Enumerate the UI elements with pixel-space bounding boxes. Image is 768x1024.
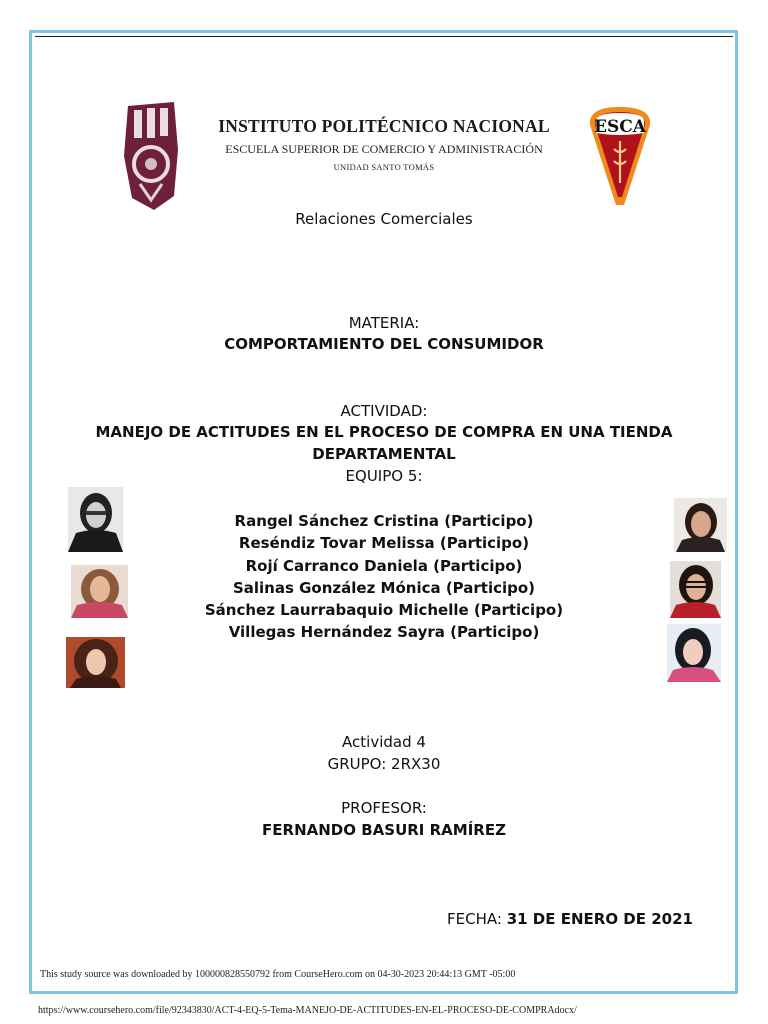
member-name: Rojí Carranco Daniela (Participo) <box>245 556 523 575</box>
fecha-label: FECHA: <box>447 910 502 928</box>
member-photo <box>71 565 128 618</box>
actividad-title <box>40 421 728 465</box>
fecha-value: 31 DE ENERO DE 2021 <box>506 910 693 928</box>
member-photo <box>68 487 123 552</box>
member-name: Villegas Hernández Sayra (Participo) <box>228 623 540 642</box>
member-photo <box>667 624 721 682</box>
member-name: Rangel Sánchez Cristina (Participo) <box>234 512 534 530</box>
actividad-line-1: MANEJO DE ACTITUDES EN EL PROCESO DE COMPRA EN UNA TIENDA <box>95 423 673 441</box>
actividad-label: ACTIVIDAD: <box>340 402 428 420</box>
course-area: Relaciones Comerciales <box>295 210 473 228</box>
activity-number: Actividad 4 <box>342 733 426 751</box>
actividad-line-2: DEPARTAMENTAL <box>312 445 456 463</box>
member-photo <box>670 561 721 618</box>
top-rule <box>35 36 733 37</box>
materia-value: COMPORTAMIENTO DEL CONSUMIDOR <box>224 335 544 353</box>
profesor-label: PROFESOR: <box>341 799 427 817</box>
school-name: ESCUELA SUPERIOR DE COMERCIO Y ADMINISTRACIÓN <box>225 142 543 156</box>
team-members <box>40 510 728 644</box>
esca-logo <box>584 103 656 209</box>
esca-logo-text: ESCA <box>594 117 646 137</box>
profesor-name: FERNANDO BASURI RAMÍREZ <box>262 821 506 839</box>
grupo-value: GRUPO: 2RX30 <box>327 755 441 773</box>
materia-label: MATERIA: <box>348 314 420 332</box>
institution-header <box>188 116 580 172</box>
unit-name: UNIDAD SANTO TOMÁS <box>333 162 435 172</box>
source-note: This study source was downloaded by 100000828550792 from CourseHero.com on 04-30-2023 20:44:13 GMT -05:00 <box>40 969 516 980</box>
member-name: Salinas González Mónica (Participo) <box>232 578 536 597</box>
member-name: Reséndiz Tovar Melissa (Participo) <box>238 534 530 553</box>
equipo-label: EQUIPO 5: <box>345 467 423 485</box>
fecha <box>447 908 693 930</box>
institution-name: INSTITUTO POLITÉCNICO NACIONAL <box>218 116 550 136</box>
member-name: Sánchez Laurrabaquio Michelle (Participo) <box>204 601 564 620</box>
member-photo <box>674 498 727 552</box>
source-url[interactable]: https://www.coursehero.com/file/92343830/ACT-4-EQ-5-Tema-MANEJO-DE-ACTITUDES-EN-EL-PROCESO-DE-COMPRAdocx/ <box>38 1005 577 1016</box>
member-photo <box>66 637 125 688</box>
ipn-logo <box>120 100 182 212</box>
